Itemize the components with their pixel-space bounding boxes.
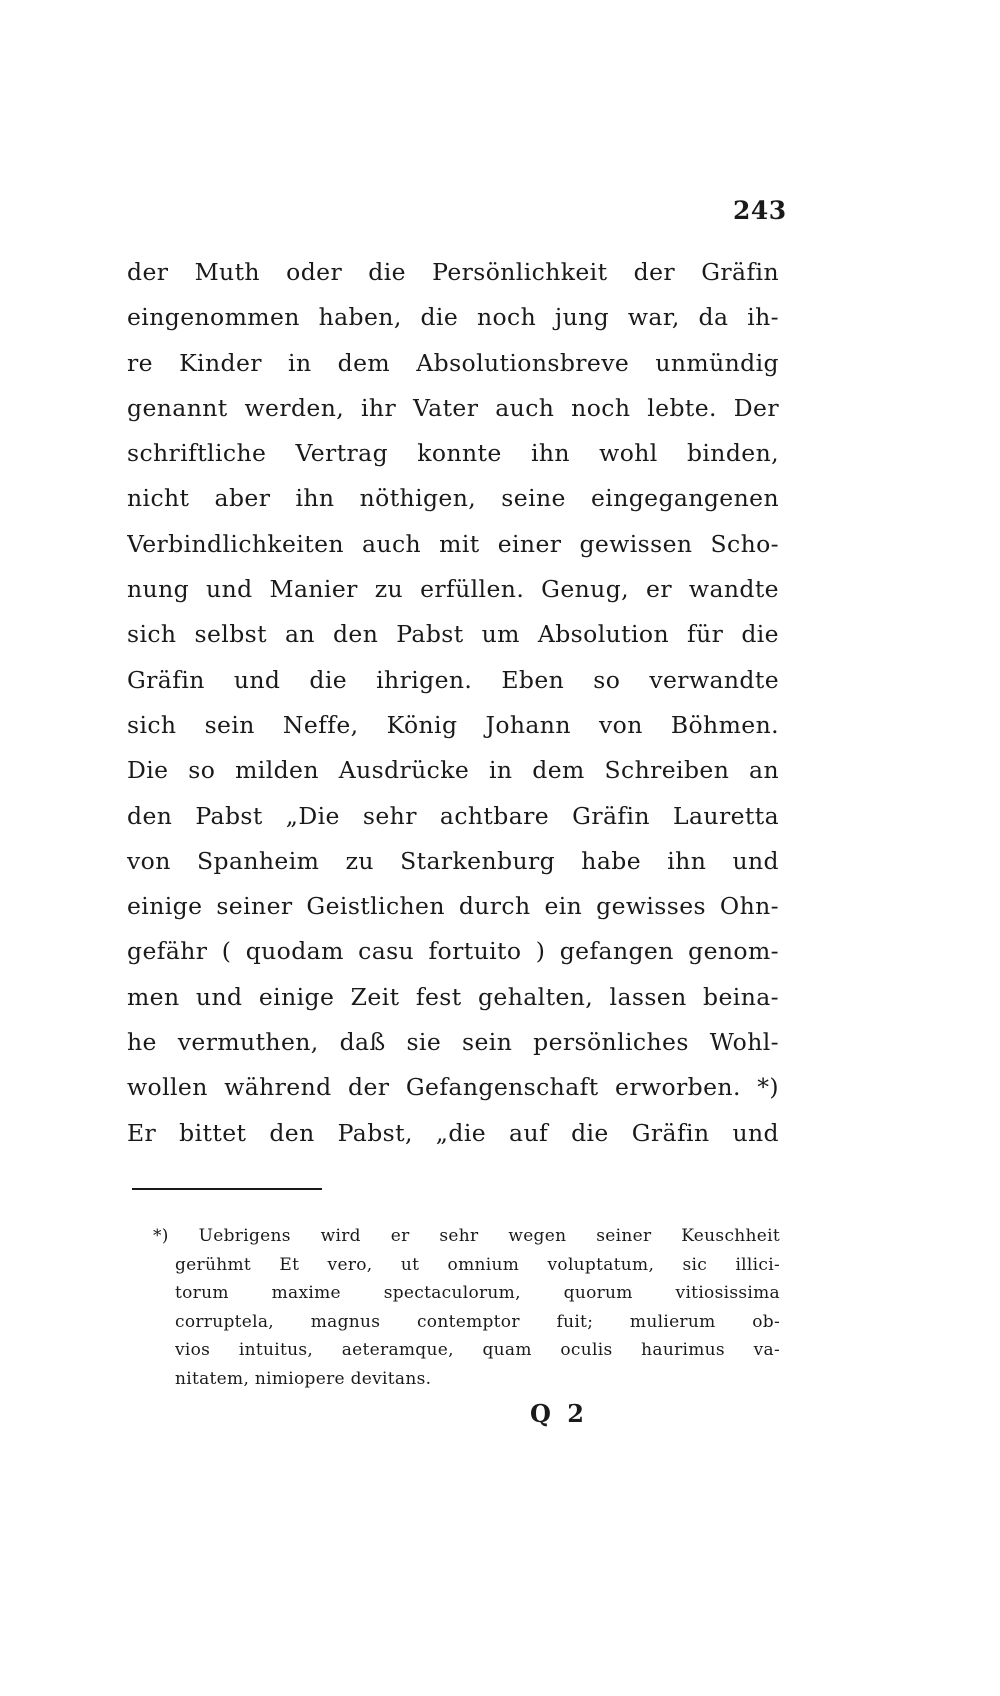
page-number: 243 <box>733 196 787 225</box>
footnote-line: corruptela, magnus contemptor fuit; mulierum ob- <box>175 1311 780 1332</box>
text-line: den Pabst „Die sehr achtbare Gräfin Lauretta <box>127 801 779 830</box>
footnote-line: vios intuitus, aeteramque, quam oculis haurimus va- <box>175 1340 780 1360</box>
text-line: gefähr ( quodam casu fortuito ) gefangen genom- <box>127 937 779 966</box>
footnote-block <box>153 1222 780 1393</box>
footnote-line: torum maxime spectaculorum, quorum vitiosissima <box>175 1283 780 1303</box>
text-line: Die so milden Ausdrücke in dem Schreiben an <box>127 756 779 785</box>
text-line: nung und Manier zu erfüllen. Genug, er wandte <box>127 575 779 604</box>
text-line: von Spanheim zu Starkenburg habe ihn und <box>127 846 779 875</box>
text-line: nicht aber ihn nöthigen, seine eingegangenen <box>127 484 779 513</box>
text-line: eingenommen haben, die noch jung war, da ih- <box>127 303 779 332</box>
text-line: sich sein Neffe, König Johann von Böhmen. <box>127 710 779 739</box>
text-line: einige seiner Geistlichen durch ein gewisses Ohn- <box>127 892 779 921</box>
text-line: Verbindlichkeiten auch mit einer gewissen Scho- <box>127 529 779 558</box>
text-line: wollen während der Gefangenschaft erworben. *) <box>127 1073 779 1102</box>
text-line: he vermuthen, daß sie sein persönliches Wohl- <box>127 1028 779 1057</box>
text-line: Gräfin und die ihrigen. Eben so verwandte <box>127 665 779 694</box>
signature-mark: Q 2 <box>530 1399 588 1428</box>
footnote-line: *) Uebrigens wird er sehr wegen seiner Keuschheit <box>153 1226 780 1246</box>
footnote-divider <box>132 1188 322 1190</box>
text-line: men und einige Zeit fest gehalten, lassen beina- <box>127 982 779 1011</box>
text-line: der Muth oder die Persönlichkeit der Gräfin <box>127 258 779 286</box>
footnote-line: gerühmt Et vero, ut omnium voluptatum, sic illici- <box>175 1254 780 1275</box>
text-line: Er bittet den Pabst, „die auf die Gräfin und <box>127 1118 779 1147</box>
footnote-line: nitatem, nimiopere devitans. <box>175 1368 432 1389</box>
text-line: re Kinder in dem Absolutionsbreve unmündig <box>127 348 779 377</box>
text-line: genannt werden, ihr Vater auch noch lebte. Der <box>127 393 779 422</box>
text-line: sich selbst an den Pabst um Absolution für die <box>127 620 779 649</box>
text-line: schriftliche Vertrag konnte ihn wohl binden, <box>127 439 779 468</box>
main-text-block <box>127 250 779 1156</box>
